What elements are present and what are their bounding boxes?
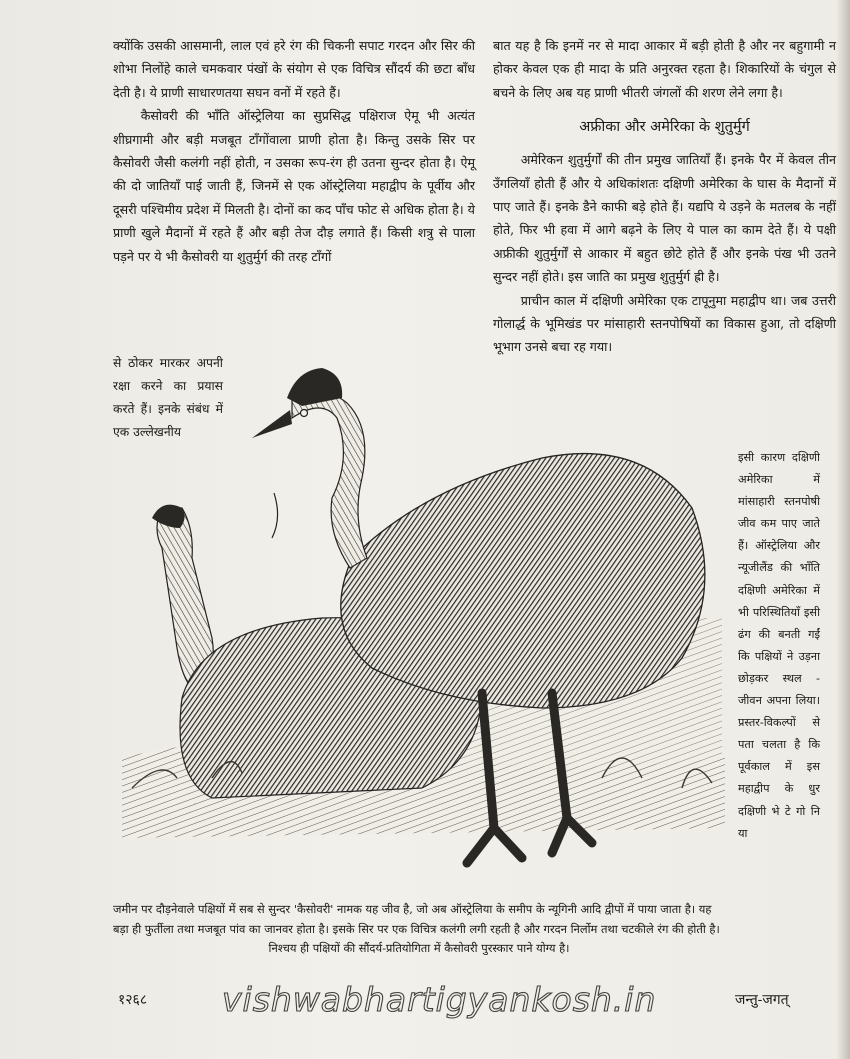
page-edge-shadow — [836, 0, 850, 1059]
page-number: १२६८ — [118, 992, 148, 1008]
paragraph: अमेरिकन शुतुर्मुर्गों की तीन प्रमुख जातियाँ हैं। इनके पैर में केवल तीन उँगलियाँ होती हैं और ये अधिकांशतः दक्षिणी अमेरिका के घास के मैदानों में पाए जाते हैं। इनके डैने काफी बड़े होते हैं। यद्यपि ये उड़ने के मतलब के नहीं होते, फिर भी हवा में आगे बढ़ने के लिए ये पाल का काम देते हैं। ये पक्षी अफ्रीकी शुतुर्मुर्गों से आकार में बहुत छोटे होते हैं और इनके पंख भी उतने सुन्दर नहीं होते। इस जाति का प्रमुख शुतुर्मुर्ग ह्री है। — [493, 152, 836, 285]
running-head: जन्तु-जगत् — [735, 992, 789, 1008]
page-footer — [0, 980, 850, 1020]
right-column — [493, 34, 836, 359]
paragraph: प्राचीन काल में दक्षिणी अमेरिका एक टापूनुमा महाद्वीप था। जब उत्तरी गोलार्द्ध के भूमिखंड पर मांसाहारी स्तनपोषियों का विकास हुआ, तो दक्षिणी भूभाग उनसे बचा रह गया। — [493, 292, 836, 355]
figure-caption — [113, 900, 725, 959]
section-heading: अफ्रीका और अमेरिका के शुतुर्मुर्ग — [579, 119, 750, 136]
cassowary-engraving — [122, 358, 725, 898]
watermark: vishwabhartigyankosh.in — [222, 980, 657, 1019]
paragraph: कैसोवरी की भाँति ऑस्ट्रेलिया का सुप्रसिद्ध पक्षिराज ऐमू भी अत्यंत शीघ्रगामी और बड़ी मजबूत टाँगोंवाला प्राणी होता है। किन्तु उसके सिर पर कैसोवरी जैसी कलंगी नहीं होती, न उसका रूप-रंग ही उतना सुन्दर होता है। ऐमू की दो जातियाँ पाई जाती हैं, जिनमें से एक ऑस्ट्रेलिया महाद्वीप के पूर्वीय और दूसरी पश्चिमीय प्रदेश में मिलती है। दोनों का कद पाँच फोट से अधिक होता है। ये प्राणी खुले मैदानों में रहते हैं और बड़ी तेज दौड़ लगाते हैं। किसी शत्रु से पाला पड़ने पर ये भी कैसोवरी या शुतुर्मुर्ग की तरह टाँगों — [113, 108, 475, 264]
left-column — [113, 34, 475, 268]
paragraph: क्योंकि उसकी आसमानी, लाल एवं हरे रंग की चिकनी सपाट गरदन और सिर की शोभा निलोंहे काले चमकवार पंखों के संयोग से एक विचित्र सौंदर्य की छटा बाँध देती है। ये प्राणी साधारणतया सघन वनों में रहते हैं। — [113, 38, 475, 100]
caption-last-line: निश्चय ही पक्षियों की सौंदर्य-प्रतियोगिता में कैसोवरी पुरस्कार पाने योग्य है। — [268, 941, 570, 955]
left-wrap-text: से ठोकर मारकर अपनी रक्षा करने का प्रयास करते हैं। इनके संबंध में एक उल्लेखनीय — [113, 356, 223, 439]
caption-text: जमीन पर दौड़नेवाले पक्षियों में सब से सुन्दर 'कैसोवरी' नामक यह जीव है, जो अब ऑस्ट्रेलिया के समीप के न्यूगिनी आदि द्वीपों में पाया जाता है। यह बड़ा ही फुर्तीला तथा मजबूत पांव का जानवर होता है। इसके सिर पर एक विचित्र कलंगी लगी रहती है और गरदन निर्लोम तथा चटकीले रंग की होती है। — [113, 902, 720, 936]
paragraph: बात यह है कि इनमें नर से मादा आकार में बड़ी होती है और नर बहुगामी न होकर केवल एक ही मादा के प्रति अनुरक्त रहता है। शिकारियों के चंगुल से बचने के लिए अब यह प्राणी भीतरी जंगलों की शरण लेने लगा है। — [493, 38, 836, 100]
right-wrap-text: इसी कारण दक्षिणी अमेरिका में मांसाहारी स्तनपोषी जीव कम पाए जाते हैं। ऑस्ट्रेलिया और न्यूजीलैंड की भाँति दक्षिणी अमेरिका में भी परिस्थितियाँ इसी ढंग की बनती गईं कि पक्षियों ने उड़ना छोड़कर स्थल - जीवन अपना लिया। प्रस्तर-विकल्पों से पता चलता है कि पूर्वकाल में इस महाद्वीप के धुर दक्षिणी भे टे गो नि या — [738, 451, 820, 840]
